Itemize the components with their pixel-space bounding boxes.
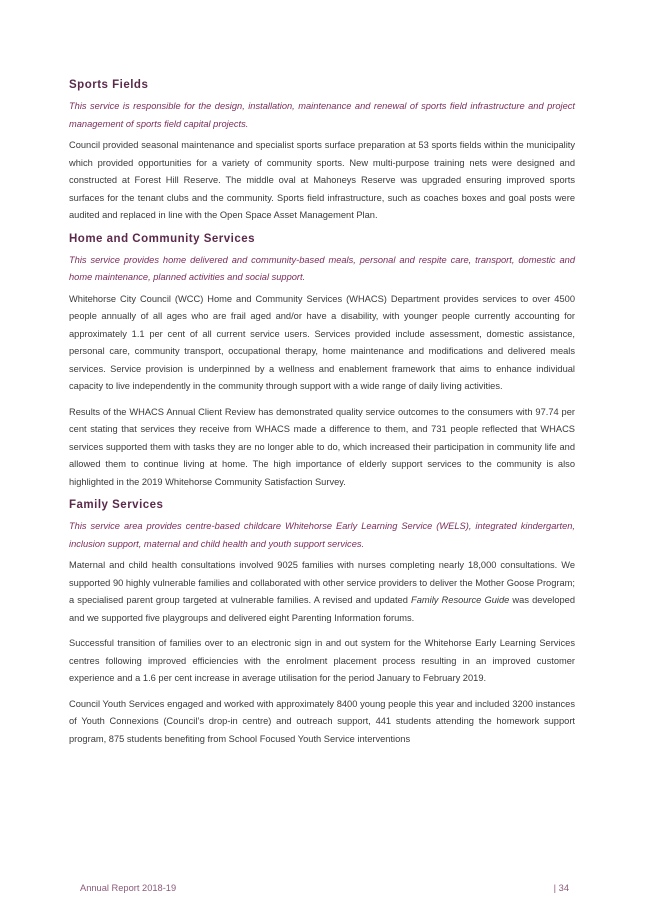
section-intro: This service area provides centre-based childcare Whitehorse Early Learning Service (WELS), integrated kindergarten, inclusion support, maternal and child health and youth support services. <box>69 521 575 549</box>
paragraph: Successful transition of families over to an electronic sign in and out system for the Whitehorse Early Learning Services centres following improved efficiencies with the enrolment placement process resulting in an improved customer experience and a 1.6 per cent increase in average utilisation for the period January to February 2019. <box>69 638 575 683</box>
section-family-services <box>69 499 575 748</box>
page-content <box>69 79 575 756</box>
section-home-community-services <box>69 233 575 492</box>
publication-title: Family Resource Guide <box>411 595 510 605</box>
section-heading: Home and Community Services <box>69 232 256 245</box>
footer-page-number: | 34 <box>553 883 569 893</box>
paragraph-text: was developed and we supported five playgroups and delivered eight Parenting Information forums. <box>69 595 576 623</box>
section-intro: This service is responsible for the design, installation, maintenance and renewal of sports field infrastructure and project management of sports field capital projects. <box>69 101 575 129</box>
paragraph: Whitehorse City Council (WCC) Home and Community Services (WHACS) Department provides services to over 4500 people annually of all ages who are frail aged and/or have a disability, with younger people currently accounting for approximately 1.1 per cent of all current service users. Services provided include assessment, domestic assistance, personal care, community transport, occupational therapy, home maintenance and modifications and delivered meals services. Service provision is underpinned by a wellness and enablement framework that aims to enhance individual capacity to live independently in the community through support with a wide range of daily living activities. <box>69 293 575 391</box>
paragraph <box>69 557 575 627</box>
section-heading: Sports Fields <box>69 79 149 91</box>
section-sports-fields <box>69 79 575 225</box>
section-intro: This service provides home delivered and community-based meals, personal and respite care, transport, domestic and home maintenance, planned activities and social support. <box>69 254 575 282</box>
section-heading: Family Services <box>69 499 164 511</box>
paragraph-text: Maternal and child health consultations involved 9025 families with nurses completing nearly 18,000 consultations. We supported 90 highly vulnerable families and collaborated with other service providers to deliver the Mother Goose Program; a specialised parent group targeted at vulnerable families. A revised and updated <box>69 560 575 605</box>
paragraph: Council Youth Services engaged and worked with approximately 8400 young people this year and included 3200 instances of Youth Connexions (Council’s drop-in centre) and outreach support, 441 students attending the homework support program, 875 students benefiting from School Focused Youth Service interventions <box>69 698 575 744</box>
paragraph: Results of the WHACS Annual Client Review has demonstrated quality service outcomes to the consumers with 97.74 per cent stating that services they receive from WHACS made a difference to them, and 731 people reflected that WHACS services supported them with tasks they are no longer able to do, which increased their participation in community life and allowed them to continue living at home. The high importance of elderly support services to the community is also highlighted in the 2019 Whitehorse Community Satisfaction Survey. <box>69 406 575 487</box>
paragraph: Council provided seasonal maintenance and specialist sports surface preparation at 53 sports fields within the municipality which provided opportunities for a variety of community sports. New multi-purpose training nets were designed and constructed at Forest Hill Reserve. The middle oval at Mahoneys Reserve was upgraded ensuring improved sports surfaces for the tenant clubs and the community. Sports field infrastructure, such as coaches boxes and goal posts were audited and replaced in line with the Open Space Asset Management Plan. <box>69 140 575 220</box>
footer-report-title: Annual Report 2018-19 <box>80 883 177 893</box>
